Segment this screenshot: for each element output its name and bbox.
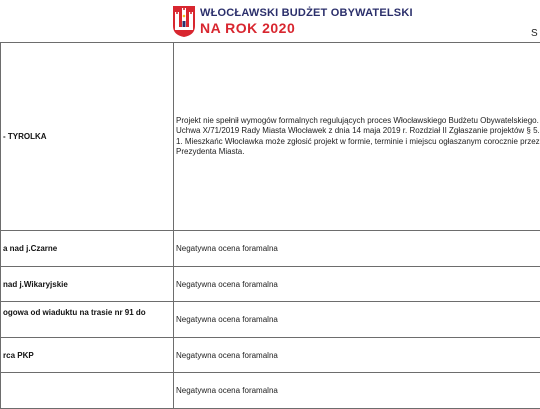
projects-table xyxy=(0,42,540,409)
project-name: a nad j.Czarne xyxy=(3,244,173,253)
project-name-cell xyxy=(1,43,174,231)
evaluation-text: Projekt nie spełnił wymogów formalnych regulujących proces Włocławskiego Budżetu Obywatelskiego. Uchwa X/71/2019 Rady Miasta Włocławek z dnia 14 maja 2019 r. Rozdział II Zgłaszanie projektów § 5. 1. Mieszkańc Włocławka może zgłosić projekt w formie, terminie i miejscu ogłaszanym corocznie przez Prezydenta Miasta. xyxy=(176,116,540,157)
project-name-cell xyxy=(1,302,174,338)
evaluation-cell xyxy=(174,373,540,409)
evaluation-cell xyxy=(174,43,540,231)
corner-letter: S xyxy=(531,28,538,39)
evaluation-text: Negatywna ocena foramalna xyxy=(176,386,278,395)
evaluation-cell xyxy=(174,338,540,373)
table-row xyxy=(1,302,540,338)
table-row xyxy=(1,43,540,231)
evaluation-cell xyxy=(174,267,540,302)
project-name: ogowa od wiaduktu na trasie nr 91 do xyxy=(3,306,173,319)
evaluation-cell xyxy=(174,302,540,338)
evaluation-cell xyxy=(174,231,540,267)
project-name-cell xyxy=(1,338,174,373)
brand-year: NA ROK 2020 xyxy=(200,20,295,36)
project-name-cell xyxy=(1,231,174,267)
project-name-cell xyxy=(1,373,174,409)
table-row xyxy=(1,267,540,302)
page-header xyxy=(0,0,540,44)
evaluation-text: Negatywna ocena foramalna xyxy=(176,244,278,253)
project-name-cell xyxy=(1,267,174,302)
evaluation-text: Negatywna ocena foramalna xyxy=(176,280,278,289)
table-row xyxy=(1,231,540,267)
project-name: - TYROLKA xyxy=(3,132,173,141)
project-name: rca PKP xyxy=(3,351,173,360)
project-name: nad j.Wikaryjskie xyxy=(3,280,173,289)
table-row xyxy=(1,373,540,409)
table-row xyxy=(1,338,540,373)
brand-title: WŁOCŁAWSKI BUDŻET OBYWATELSKI xyxy=(200,7,413,19)
city-coat-of-arms-icon xyxy=(172,4,196,38)
evaluation-text: Negatywna ocena foramalna xyxy=(176,351,278,360)
evaluation-text: Negatywna ocena foramalna xyxy=(176,315,278,324)
